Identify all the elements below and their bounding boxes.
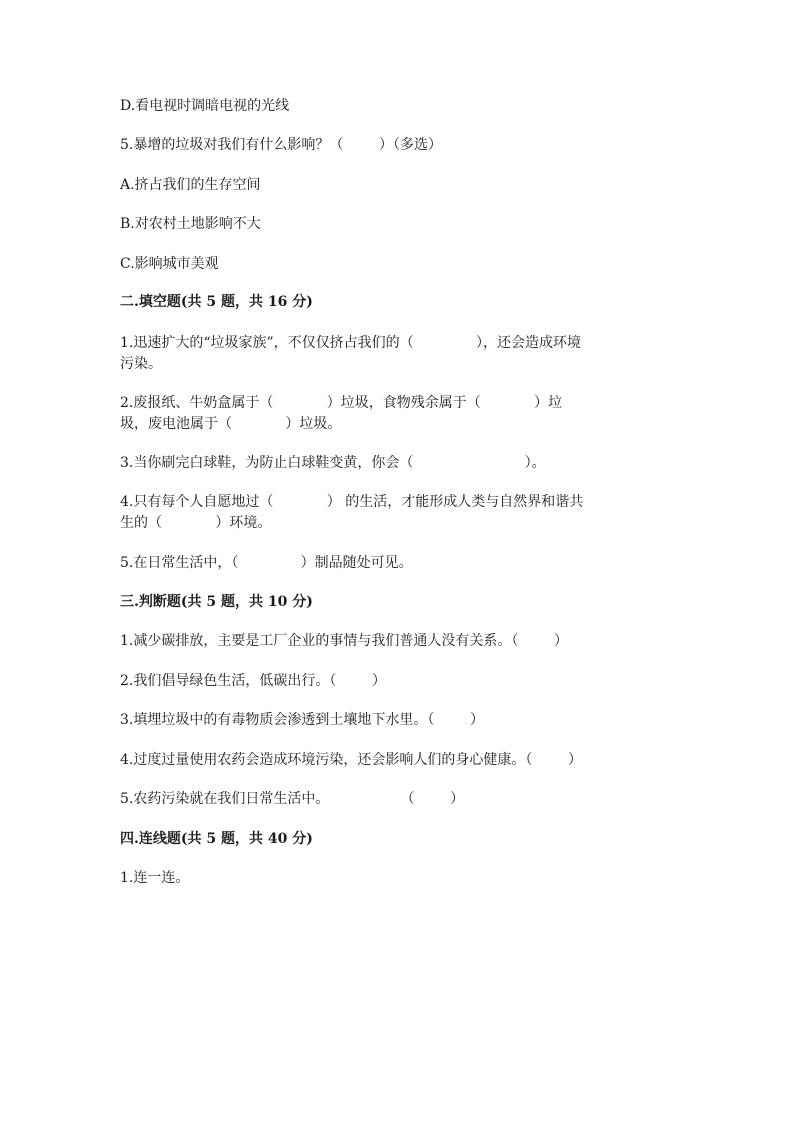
option-c-line: C.影响城市美观: [120, 256, 219, 272]
matching-question-1: 1.连一连。: [120, 870, 190, 886]
judge-question-3: 3.填埋垃圾中的有毒物质会渗透到土壤地下水里。（ ）: [120, 712, 484, 728]
judge-question-4: 4.过度过量使用农药会造成环境污染，还会影响人们的身心健康。（ ）: [120, 752, 582, 768]
section-heading-fill-in: 二.填空题(共 5 题，共 16 分): [120, 294, 313, 310]
fill-question-3: 3.当你刷完白球鞋，为防止白球鞋变黄，你会（ ）。: [120, 455, 546, 471]
option-b-line: B.对农村土地影响不大: [120, 216, 261, 232]
fill-question-5: 5.在日常生活中，（ ）制品随处可见。: [120, 555, 413, 571]
question-5-multi-select: 5.暴增的垃圾对我们有什么影响？（ ）（多选）: [120, 137, 442, 153]
fill-question-4: 4.只有每个人自愿地过（ ） 的生活，才能形成人类与自然界和谐共: [120, 494, 584, 510]
section-heading-true-false: 三.判断题(共 5 题，共 10 分): [120, 594, 313, 610]
fill-question-1-continued: 污染。: [120, 356, 162, 372]
fill-question-2-continued: 圾，废电池属于（ ）垃圾。: [120, 416, 342, 432]
option-a-line: A.挤占我们的生存空间: [120, 177, 261, 193]
fill-question-1: 1.迅速扩大的“垃圾家族”，不仅仅挤占我们的（ ），还会造成环境: [120, 335, 581, 351]
judge-question-5: 5.农药污染就在我们日常生活中。 （ ）: [120, 791, 465, 807]
option-d-line: D.看电视时调暗电视的光线: [120, 98, 290, 114]
judge-question-1: 1.减少碳排放，主要是工厂企业的事情与我们普通人没有关系。（ ）: [120, 633, 568, 649]
judge-question-2: 2.我们倡导绿色生活，低碳出行。（ ）: [120, 673, 386, 689]
fill-question-2: 2.废报纸、牛奶盒属于（ ）垃圾，食物残余属于（ ）垃: [120, 395, 563, 411]
section-heading-matching: 四.连线题(共 5 题，共 40 分): [120, 831, 313, 847]
fill-question-4-continued: 生的（ ）环境。: [120, 515, 272, 531]
